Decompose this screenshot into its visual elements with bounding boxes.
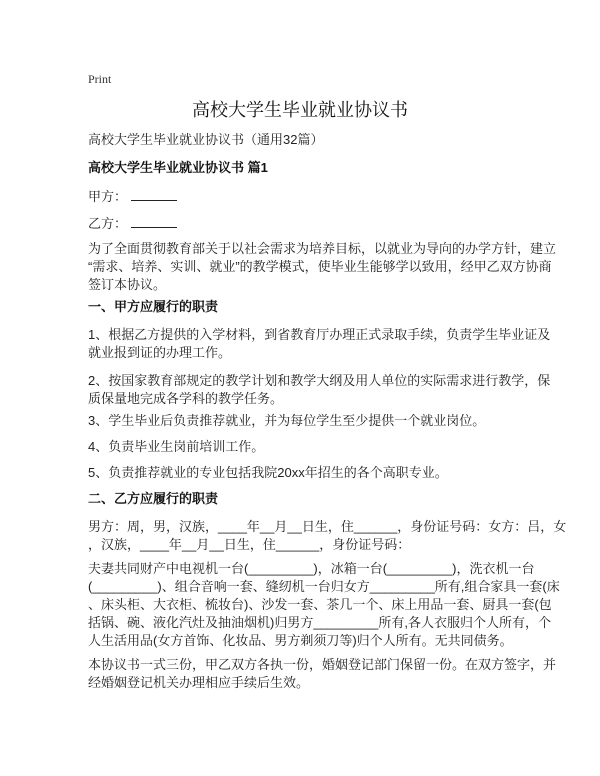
section2-heading: 二、乙方应履行的职责 (88, 491, 219, 506)
article-heading: 高校大学生毕业就业协议书 篇1 (88, 160, 268, 175)
text-line: 人生活用品(女方首饰、化妆品、男方剃须刀等)归个人所有。无共同债务。 (88, 633, 513, 648)
text-line: 本协议书一式三份，甲乙双方各执一份，婚姻登记部门保留一份。在双方签字，并 (88, 657, 557, 672)
final-paragraph (88, 656, 556, 692)
section1-heading: 一、甲方应履行的职责 (88, 299, 219, 314)
text-line: 签订本协议。 (88, 277, 167, 292)
text-line: 3、学生毕业后负责推荐就业，并为每位学生至少提供一个就业岗位。 (88, 413, 486, 428)
party-b-field (88, 215, 177, 233)
text-line: (_________)、组合音响一套、缝纫机一台归女方_________所有,组合家具一套(床 (88, 579, 560, 594)
text-line: 1、根据乙方提供的入学材料，到省教育厅办理正式录取手续，负责学生毕业证及 (88, 327, 551, 342)
text-line: 4、负责毕业生岗前培训工作。 (88, 439, 265, 454)
party-b-blank (131, 215, 177, 228)
text-line: ，汉族，____年__月__日生，住______，身份证号码： (88, 537, 411, 552)
section1-item (88, 438, 264, 456)
section1-item (88, 464, 448, 482)
text-line: 夫妻共同财产中电视机一台(_________)，冰箱一台(_________)，洗衣机一台 (88, 561, 535, 576)
text-line: 就业报到证的办理工作。 (88, 345, 232, 360)
text-line: 5、负责推荐就业的专业包括我院20xx年招生的各个高职专业。 (88, 465, 448, 480)
property-paragraph (88, 560, 560, 650)
text-line: 括锅、碗、液化汽灶及抽油烟机)归男方_________所有,各人衣服归个人所有，个 (88, 615, 552, 630)
section1-item (88, 412, 485, 430)
party-a-blank (131, 188, 177, 201)
text-line: 经婚姻登记机关办理相应手续后生效。 (88, 675, 310, 690)
section1-item (88, 326, 550, 362)
document-subtitle: 高校大学生毕业就业协议书（通用32篇） (88, 132, 324, 147)
text-line: “需求、培养、实训、就业”的教学模式，使毕业生能够学以致用，经甲乙双方协商 (88, 259, 552, 274)
party-a-field (88, 188, 177, 206)
party-b-label: 乙方： (88, 216, 128, 231)
section1-item (88, 372, 550, 408)
text-line: 为了全面贯彻教育部关于以社会需求为培养目标，以就业为导向的办学方针，建立 (88, 241, 557, 256)
intro-paragraph (88, 240, 556, 294)
text-line: 男方：周，男，汉族，____年__月__日生，住______，身份证号码：女方：吕，女 (88, 519, 567, 534)
document-title: 高校大学生毕业就业协议书 (192, 100, 408, 120)
party-a-label: 甲方： (88, 189, 128, 204)
persons-paragraph (88, 518, 566, 554)
print-link[interactable]: Print (88, 72, 112, 86)
text-line: 、床头柜、大衣柜、梳妆台)、沙发一套、茶几一个、床上用品一套、厨具一套(包 (88, 597, 552, 612)
text-line: 2、按国家教育部规定的教学计划和教学大纲及用人单位的实际需求进行教学，保 (88, 373, 551, 388)
text-line: 质保量地完成各学科的教学任务。 (88, 391, 284, 406)
